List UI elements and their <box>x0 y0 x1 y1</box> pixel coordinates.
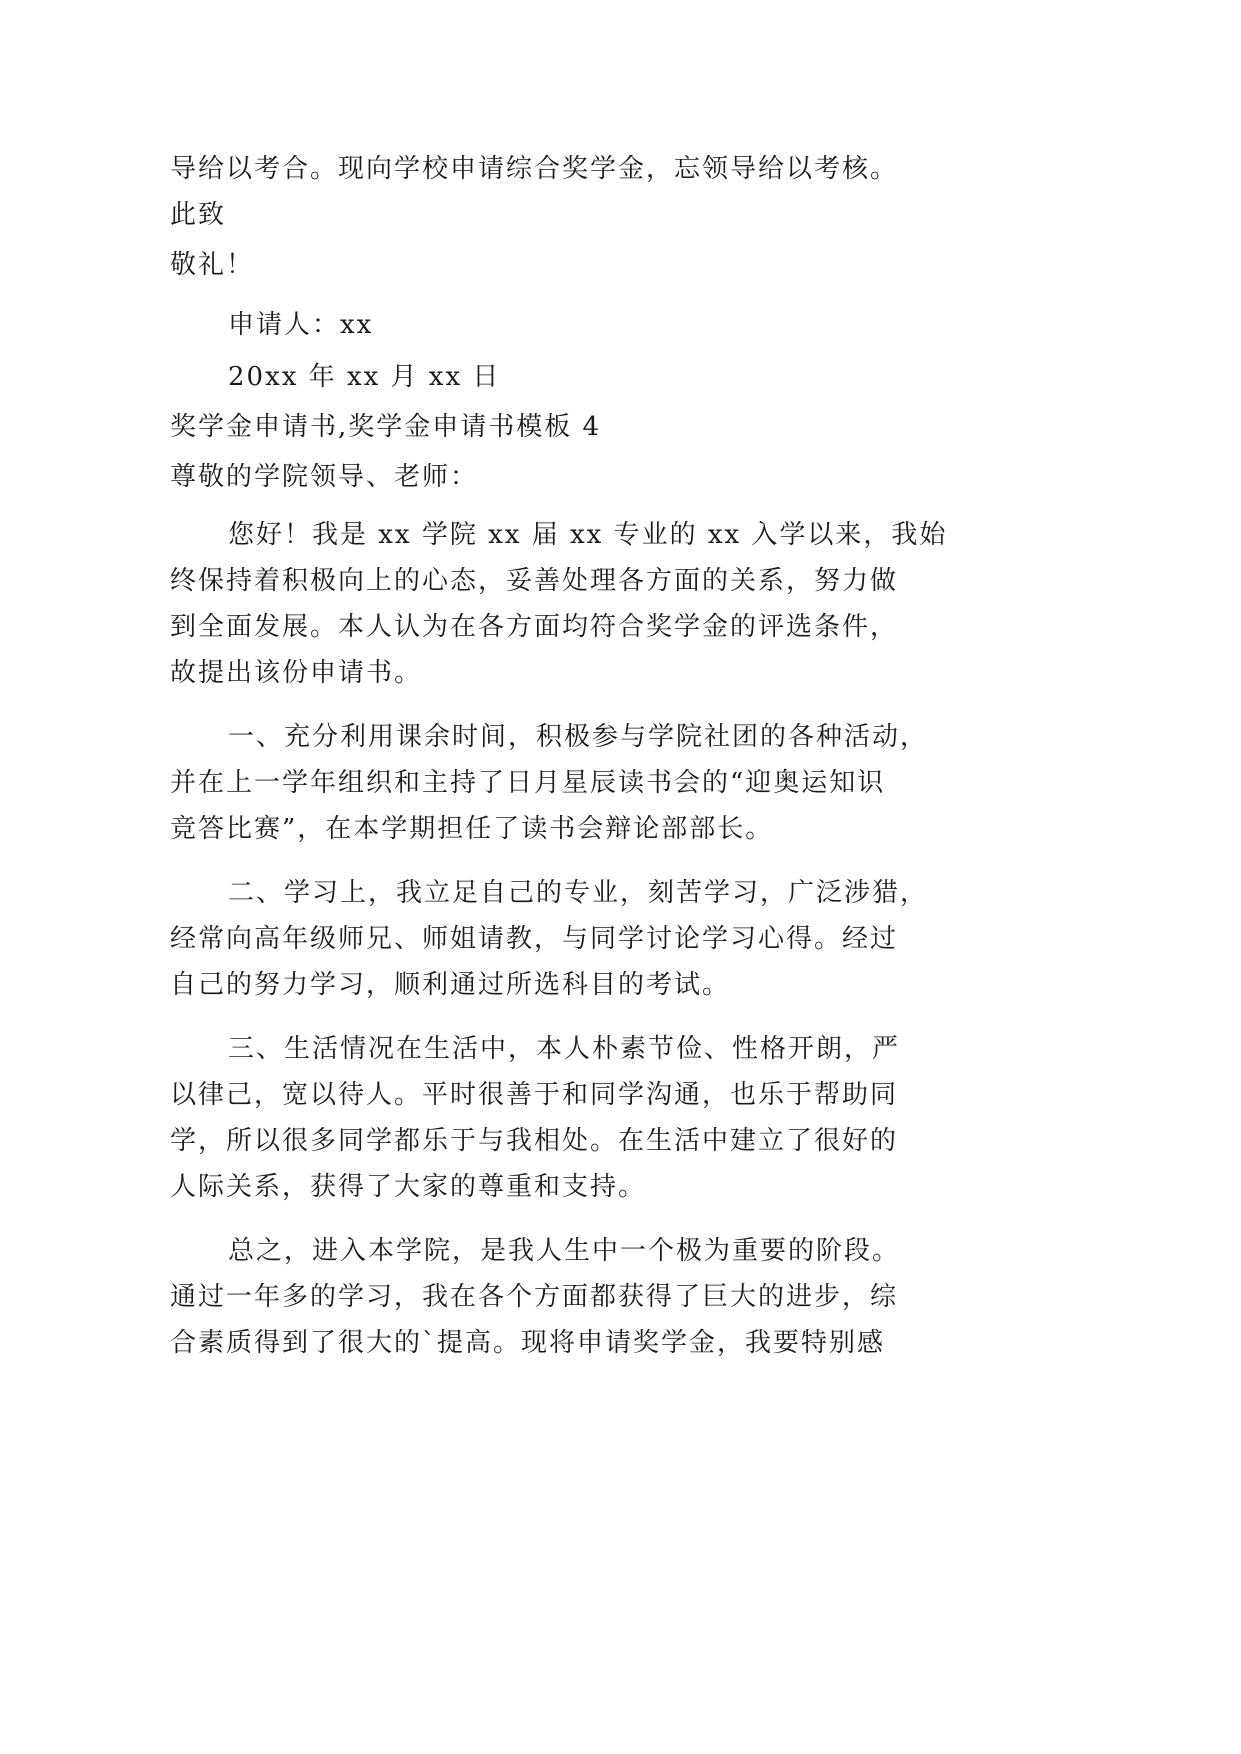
application-date: 20xx 年 xx 月 xx 日 <box>228 362 501 392</box>
paragraph-activities <box>170 714 960 852</box>
document-title: 奖学金申请书,奖学金申请书模板 4 <box>170 412 602 442</box>
paragraph-line: 到全面发展。本人认为在各方面均符合奖学金的评选条件， <box>170 612 899 642</box>
paragraph-line: 学，所以很多同学都乐于与我相处。在生活中建立了很好的 <box>170 1126 899 1156</box>
paragraph-summary <box>170 1228 960 1366</box>
applicant-name: 申请人：xx <box>228 310 374 340</box>
previous-letter-closing <box>170 146 960 288</box>
letter-greeting: 尊敬的学院领导、老师： <box>170 462 479 492</box>
paragraph-intro <box>170 512 960 696</box>
salutation-jing-li: 敬礼！ <box>170 250 255 280</box>
paragraph-line: 竞答比赛”，在本学期担任了读书会辩论部部长。 <box>170 814 774 844</box>
paragraph-study <box>170 870 960 1008</box>
closing-line: 导给以考合。现向学校申请综合奖学金，忘领导给以考核。 <box>170 154 899 184</box>
paragraph-line: 终保持着积极向上的心态，妥善处理各方面的关系，努力做 <box>170 566 899 596</box>
paragraph-line: 总之，进入本学院，是我人生中一个极为重要的阶段。 <box>228 1236 901 1266</box>
paragraph-line: 通过一年多的学习，我在各个方面都获得了巨大的进步，综 <box>170 1282 899 1312</box>
paragraph-line: 故提出该份申请书。 <box>170 658 423 688</box>
paragraph-line: 二、学习上，我立足自己的专业，刻苦学习，广泛涉猎， <box>228 878 929 908</box>
paragraph-line: 您好！我是 xx 学院 xx 届 xx 专业的 xx 入学以来，我始 <box>228 520 948 550</box>
paragraph-line: 一、充分利用课余时间，积极参与学院社团的各种活动， <box>228 722 929 752</box>
paragraph-line: 人际关系，获得了大家的尊重和支持。 <box>170 1172 647 1202</box>
paragraph-line: 并在上一学年组织和主持了日月星辰读书会的“迎奥运知识 <box>170 768 886 798</box>
salutation-ci-zhi: 此致 <box>170 200 227 230</box>
signature-block <box>170 302 960 400</box>
paragraph-line: 自己的努力学习，顺利通过所选科目的考试。 <box>170 970 731 1000</box>
paragraph-line: 以律己，宽以待人。平时很善于和同学沟通，也乐于帮助同 <box>170 1080 899 1110</box>
paragraph-line: 合素质得到了很大的`提高。现将申请奖学金，我要特别感 <box>170 1328 886 1358</box>
paragraph-life <box>170 1026 960 1210</box>
section-heading-block <box>170 404 960 500</box>
paragraph-line: 三、生活情况在生活中，本人朴素节俭、性格开朗，严 <box>228 1034 901 1064</box>
paragraph-line: 经常向高年级师兄、师姐请教，与同学讨论学习心得。经过 <box>170 924 899 954</box>
